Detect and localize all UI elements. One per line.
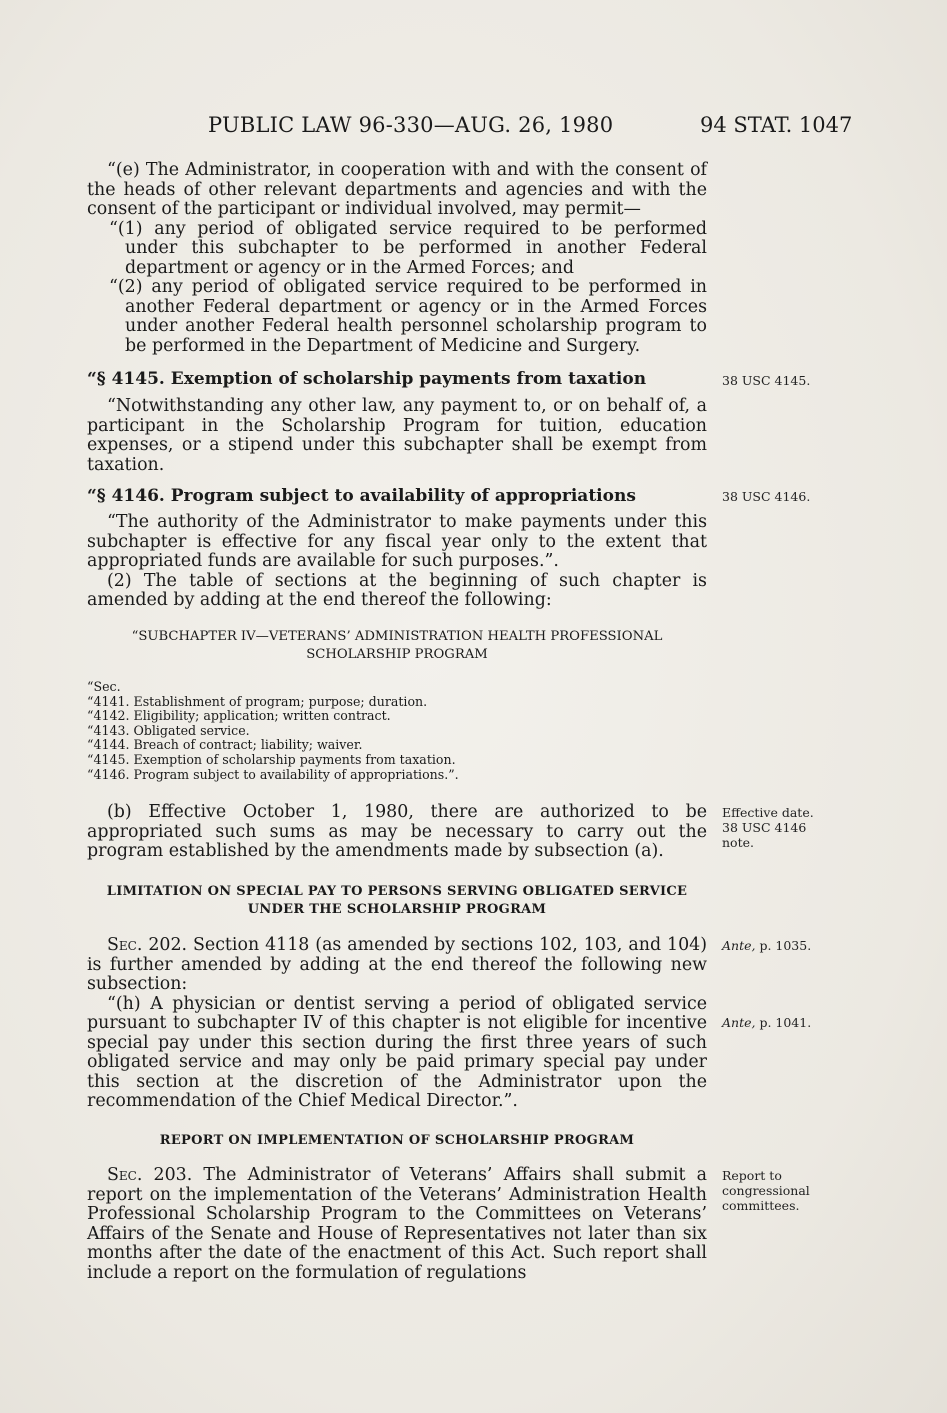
paragraph-2: (2) The table of sections at the beginning of such chapter is amended by adding at the end thereof the following: xyxy=(87,570,707,610)
section-4145-heading: “§ 4145. Exemption of scholarship payments from taxation xyxy=(87,369,647,389)
toc-sec-label: “Sec. xyxy=(87,679,121,694)
paragraph-e-item-2: “(2) any period of obligated service required to be performed in another Federal department or agency or in the Armed Forces under another Federal health personnel scholarship program to be performed in the Department of Medicine and Surgery. xyxy=(109,277,707,356)
section-4146-body: “The authority of the Administrator to make payments under this subchapter is effective for any fiscal year only to the extent that appropriated funds are available for such purposes.”. xyxy=(87,512,707,571)
toc-item: “4141. Establishment of program; purpose; duration. xyxy=(87,693,428,709)
toc-item: “4143. Obligated service. xyxy=(87,722,250,738)
margin-line: note. xyxy=(722,835,754,850)
toc-item: “4144. Breach of contract; liability; waiver. xyxy=(87,737,363,753)
limitation-heading-line-1: LIMITATION ON SPECIAL PAY TO PERSONS SERVING OBLIGATED SERVICE xyxy=(106,884,688,899)
section-202-text: 202. Section 4118 (as amended by sections 102, 103, and 104) is further amended by adding at the end thereof the following new subsection: xyxy=(87,935,707,994)
toc-item: “4145. Exemption of scholarship payments from taxation. xyxy=(87,751,456,767)
paragraph-e xyxy=(87,161,707,356)
margin-line: congressional xyxy=(722,1183,810,1198)
margin-line: committees. xyxy=(722,1198,800,1213)
section-4146-text xyxy=(87,513,707,611)
paragraph-e-intro: “(e) The Administrator, in cooperation with and with the consent of the heads of other relevant departments and agencies and with the consent of the participant or individual involved, may permit— xyxy=(87,160,707,219)
margin-note-effective-date xyxy=(722,805,814,850)
section-203-label: Sec. xyxy=(107,1165,143,1185)
paragraph-e-item-1: “(1) any period of obligated service required to be performed under this subchapter to be performed in another Federal department or agency or in the Armed Forces; and xyxy=(109,218,707,278)
margin-note-4146: 38 USC 4146. xyxy=(722,489,811,504)
limitation-heading-line-2: UNDER THE SCHOLARSHIP PROGRAM xyxy=(247,902,547,917)
margin-note-ante-1041 xyxy=(722,1015,811,1030)
paragraph-b xyxy=(87,803,707,862)
running-header-title: PUBLIC LAW 96-330—AUG. 26, 1980 xyxy=(208,113,614,137)
report-heading: REPORT ON IMPLEMENTATION OF SCHOLARSHIP PROGRAM xyxy=(159,1133,635,1148)
section-4145-text xyxy=(87,397,707,475)
margin-ante: Ante, xyxy=(722,1015,756,1030)
toc-item: “4142. Eligibility; application; written contract. xyxy=(87,708,391,724)
margin-page: p. 1041. xyxy=(755,1015,812,1030)
toc-heading xyxy=(87,628,707,664)
toc-item: “4146. Program subject to availability of appropriations.”. xyxy=(87,766,459,782)
margin-page: p. 1035. xyxy=(755,938,812,953)
section-203-text: 203. The Administrator of Veterans’ Affairs shall submit a report on the implementation of the Veterans’ Administration Health Professional Scholarship Program to the Committees on Veterans’ Affairs of the Senate and House of Representatives not later than six months after the date of the enactment of this Act. Such report shall include a report on the formulation of regulations xyxy=(87,1165,707,1283)
section-202 xyxy=(87,936,707,1112)
toc-heading-line-2: SCHOLARSHIP PROGRAM xyxy=(306,647,488,662)
margin-note-4145: 38 USC 4145. xyxy=(722,373,811,388)
margin-line: 38 USC 4146 xyxy=(722,820,807,835)
paragraph-b-text: (b) Effective October 1, 1980, there are authorized to be appropriated such sums as may be necessary to carry out the program established by the amendments made by subsection (a). xyxy=(87,802,707,861)
margin-note-report xyxy=(722,1168,810,1213)
table-of-sections xyxy=(87,680,707,782)
section-4145-body: “Notwithstanding any other law, any payment to, or on behalf of, a participant in the Scholarship Program for tuition, education expenses, or a stipend under this subchapter shall be exempt from taxation. xyxy=(87,396,707,475)
section-202-label: Sec. xyxy=(107,935,143,955)
margin-note-ante-1035 xyxy=(722,938,811,953)
margin-line: Effective date. xyxy=(722,805,814,820)
running-header-stat: 94 STAT. 1047 xyxy=(700,113,853,137)
section-4146-heading: “§ 4146. Program subject to availability of appropriations xyxy=(87,486,636,506)
margin-ante: Ante, xyxy=(722,938,756,953)
limitation-heading xyxy=(87,883,707,919)
section-202-quote: “(h) A physician or dentist serving a period of obligated service pursuant to subchapter IV of this chapter is not eligible for incentive special pay under this section during the first three years of such obligated service and may only be paid primary special pay under this section at the discretion of the Administrator upon the recommendation of the Chief Medical Director.”. xyxy=(87,993,707,1111)
section-203 xyxy=(87,1166,707,1283)
toc-heading-line-1: “SUBCHAPTER IV—VETERANS’ ADMINISTRATION HEALTH PROFESSIONAL xyxy=(131,629,663,644)
margin-line: Report to xyxy=(722,1168,782,1183)
